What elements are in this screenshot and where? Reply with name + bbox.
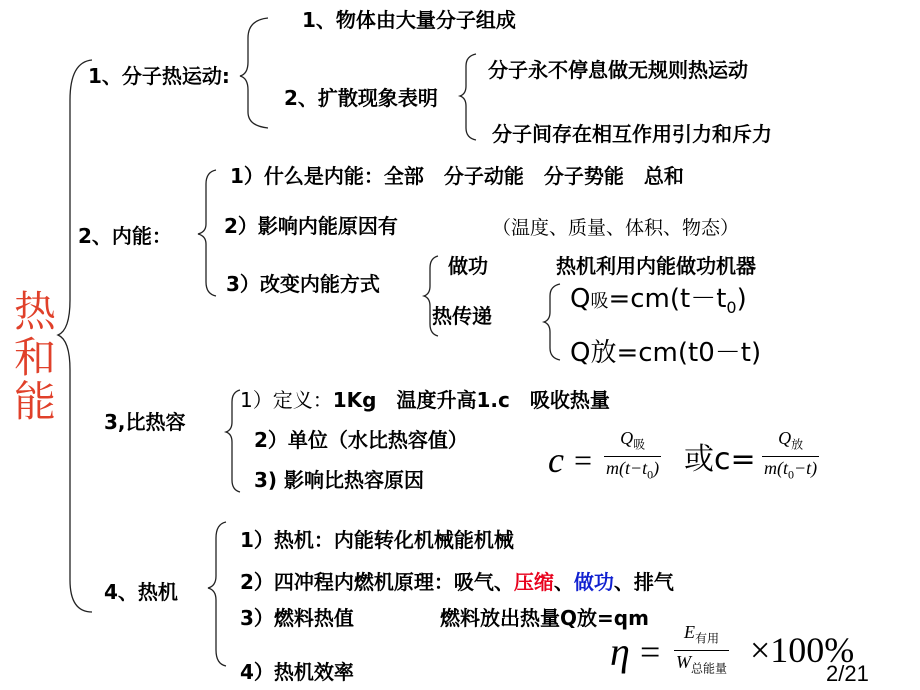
section1-item2: 2、扩散现象表明 xyxy=(284,86,438,110)
title-char-re: 热 xyxy=(14,287,57,336)
section2-work-note: 热机利用内能做功机器 xyxy=(556,254,756,278)
section2-item3: 3）改变内能方式 xyxy=(226,272,380,296)
stroke-compression: 压缩 xyxy=(513,570,554,594)
formula-eta: η xyxy=(610,629,630,674)
section1-label: 1、分子热运动: xyxy=(88,64,230,88)
formula-c: c xyxy=(548,440,564,480)
section1-brace xyxy=(240,18,268,128)
section1-sub1: 分子永不停息做无规则热运动 xyxy=(488,58,748,82)
section2-heat-transfer: 热传递 xyxy=(432,304,492,328)
section2-item1: 1）什么是内能：全部 分子动能 分子势能 总和 xyxy=(230,164,684,188)
section4-label: 4、热机 xyxy=(104,580,178,604)
section4-brace xyxy=(208,522,226,666)
fraction-absorb: $Q_吸$ $m(t-t_0)$ xyxy=(606,428,660,482)
section4-item3: 3）燃料热值 xyxy=(240,606,354,630)
section1-item1: 1、物体由大量分子组成 xyxy=(302,8,516,32)
section2-brace xyxy=(198,170,216,296)
section2-work: 做功 xyxy=(448,254,488,278)
section3-item3: 3) 影响比热容原因 xyxy=(254,468,425,492)
fraction-release: $Q_放$ $m(t_0-t)$ xyxy=(764,428,818,482)
main-brace xyxy=(58,60,92,612)
formula-percent: ×100% xyxy=(750,630,855,670)
formula-eq: = xyxy=(574,442,593,478)
section3-label: 3,比热容 xyxy=(104,410,186,434)
page-number: 2/21 xyxy=(826,661,869,686)
title-char-neng: 能 xyxy=(14,377,57,426)
section4-item1: 1）热机：内能转化机械能机械 xyxy=(240,528,514,552)
formula-brace xyxy=(544,284,560,360)
formula-eta-eq: = xyxy=(640,632,661,672)
diffusion-brace xyxy=(460,54,476,140)
formula-or: 或c= xyxy=(684,442,756,477)
section4-item2: 2）四冲程内燃机原理：吸气、压缩、做功、排气 xyxy=(240,570,674,594)
formula-absorb: Q吸$=cm(t-t_0)$ xyxy=(570,284,747,318)
section3-item1: 1）定义：1Kg 温度升高1.c 吸收热量 xyxy=(240,388,610,412)
section4-item4: 4）热机效率 xyxy=(240,660,354,684)
stroke-power: 做功 xyxy=(573,570,614,594)
section3-item2: 2）单位（水比热容值） xyxy=(254,428,468,452)
section2-label: 2、内能： xyxy=(78,224,172,248)
fraction-efficiency: $E_{有用}$ $W_{总能量}$ xyxy=(676,622,728,676)
section2-item2-note: （温度、质量、体积、物态） xyxy=(492,217,740,239)
section2-item2: 2）影响内能原因有 xyxy=(224,214,398,238)
section1-sub2: 分子间存在相互作用引力和斥力 xyxy=(492,122,772,146)
section4-item3-note: 燃料放出热量Q放=qm xyxy=(440,606,649,630)
title-char-he: 和 xyxy=(14,333,57,382)
formula-release: Q放=cm(t0－t) xyxy=(570,338,762,368)
section3-brace xyxy=(226,390,240,492)
